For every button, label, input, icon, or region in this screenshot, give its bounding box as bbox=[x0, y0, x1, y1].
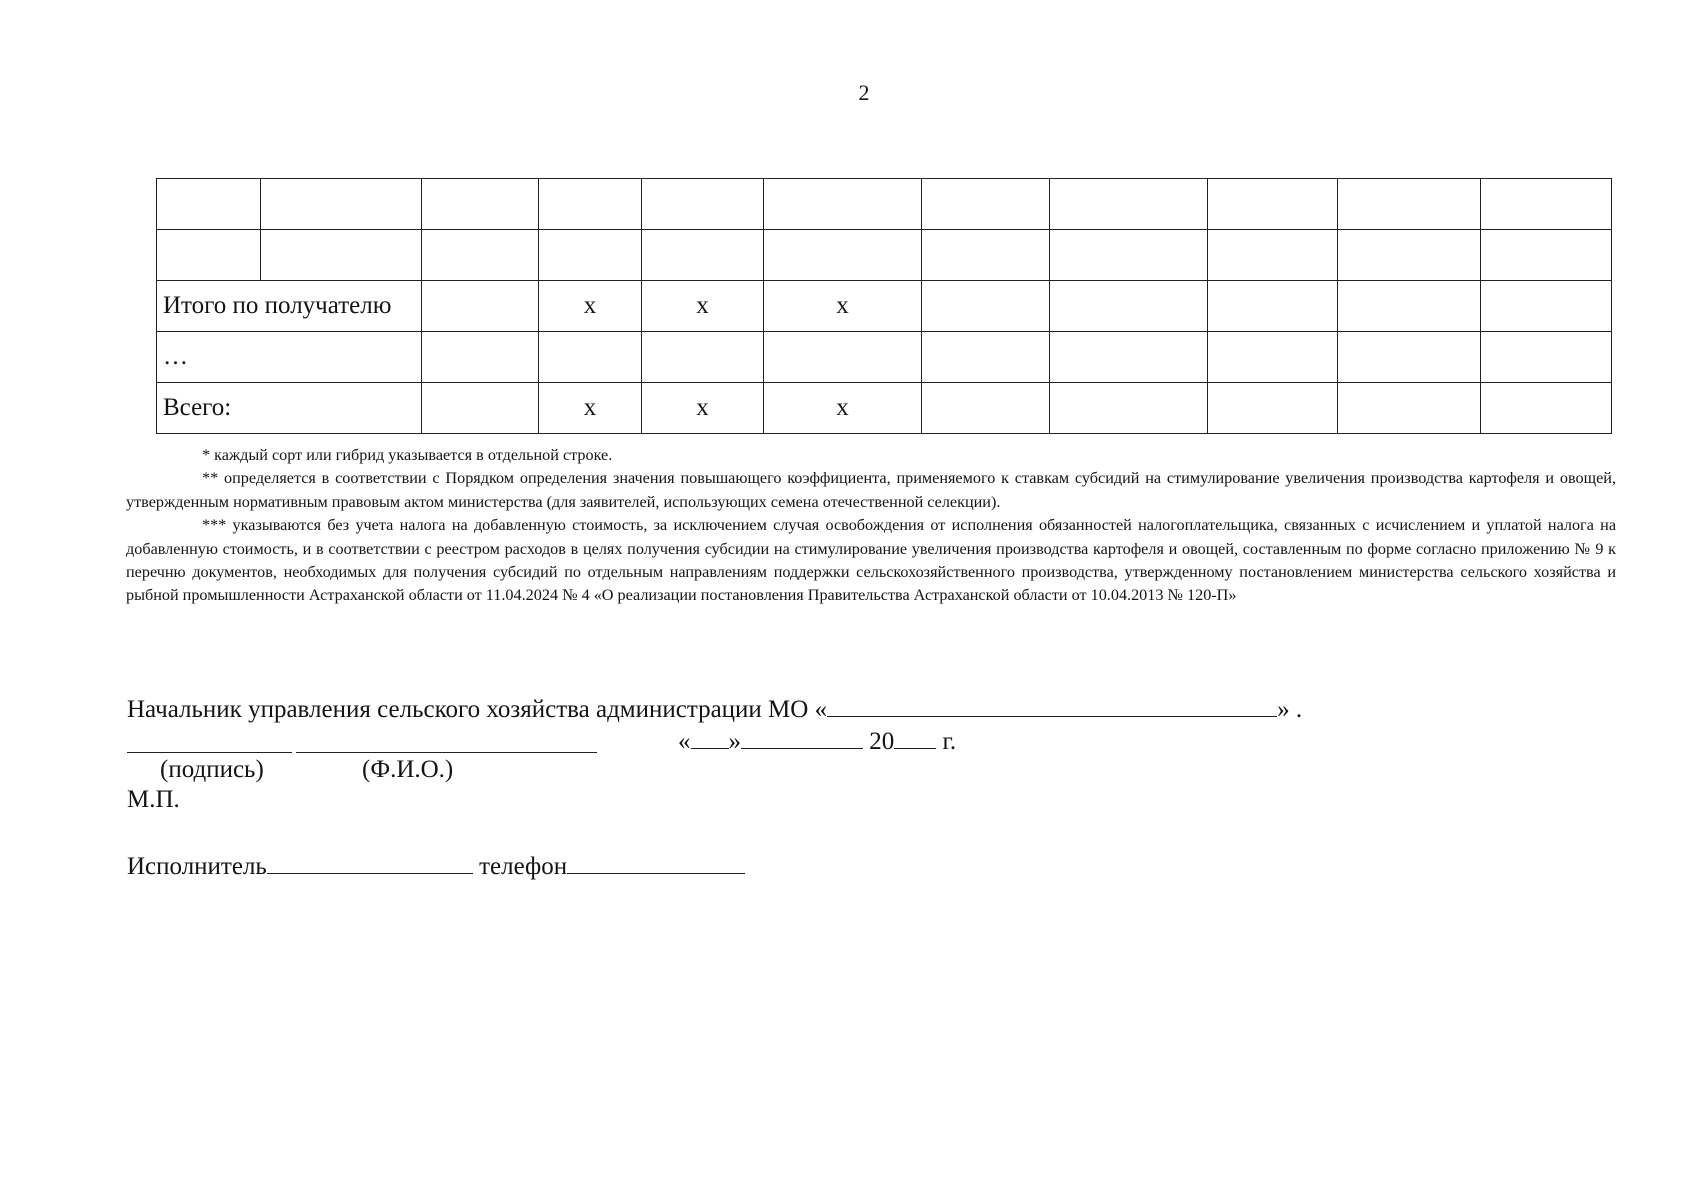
table-cell bbox=[157, 230, 261, 281]
table-cell bbox=[642, 230, 764, 281]
table-cell bbox=[422, 179, 539, 230]
table-cell bbox=[764, 179, 922, 230]
subsidy-table bbox=[156, 178, 1612, 434]
table-cell bbox=[1481, 281, 1612, 332]
table-cell bbox=[1481, 179, 1612, 230]
table-cell bbox=[1208, 383, 1338, 434]
footnotes bbox=[126, 444, 1616, 608]
table-cell bbox=[1208, 230, 1338, 281]
recipient-total-row bbox=[157, 281, 1612, 332]
table-cell bbox=[1050, 332, 1208, 383]
signature-caption: (подпись) bbox=[160, 756, 264, 783]
day-blank[interactable] bbox=[691, 726, 729, 749]
signature-blank[interactable] bbox=[127, 752, 292, 753]
table-cell bbox=[1338, 383, 1481, 434]
table-cell bbox=[539, 179, 642, 230]
phone-label: телефон bbox=[479, 853, 568, 880]
grand-total-row bbox=[157, 383, 1612, 434]
table-cell bbox=[764, 230, 922, 281]
table-cell bbox=[922, 179, 1050, 230]
table-cell bbox=[764, 332, 922, 383]
full-name-blank[interactable] bbox=[296, 752, 597, 753]
table-cell bbox=[539, 230, 642, 281]
footnote: ** определяется в соответствии с Порядком определения значения повышающего коэффициента, применяемого к ставкам субсидий на стимулирование увеличения производства картофеля и овощей, утвержденным нормативным правовым актом министерства (для заявителей, использующих семена отечественной селекции). bbox=[126, 469, 1616, 511]
month-blank[interactable] bbox=[741, 726, 863, 749]
table-cell bbox=[922, 230, 1050, 281]
executor-blank[interactable] bbox=[267, 851, 473, 874]
table-cell bbox=[1481, 332, 1612, 383]
table-cell bbox=[642, 332, 764, 383]
table-cell bbox=[422, 383, 539, 434]
table-cell bbox=[422, 332, 539, 383]
year-suffix: г. bbox=[942, 728, 957, 755]
table-cell bbox=[1050, 281, 1208, 332]
table-cell bbox=[1208, 281, 1338, 332]
date-close-quote: » bbox=[728, 728, 741, 755]
footnote: * каждый сорт или гибрид указывается в отдельной строке. bbox=[202, 446, 613, 464]
head-title-end: » . bbox=[1277, 696, 1303, 723]
not-applicable-mark: x bbox=[642, 281, 764, 332]
table-cell bbox=[1338, 179, 1481, 230]
date-open-quote: « bbox=[678, 728, 691, 755]
table-cell bbox=[422, 230, 539, 281]
not-applicable-mark: x bbox=[764, 383, 922, 434]
municipality-blank[interactable] bbox=[827, 694, 1277, 717]
table-cell bbox=[1338, 230, 1481, 281]
head-title: Начальник управления сельского хозяйства администрации МО « bbox=[127, 696, 828, 723]
table-cell bbox=[1050, 230, 1208, 281]
row-label: … bbox=[157, 332, 422, 383]
table-cell bbox=[922, 332, 1050, 383]
table-cell bbox=[642, 179, 764, 230]
table-cell bbox=[922, 383, 1050, 434]
row-label: Всего: bbox=[157, 383, 422, 434]
stamp-place: М.П. bbox=[127, 786, 180, 813]
table-row bbox=[157, 179, 1612, 230]
table-cell bbox=[422, 281, 539, 332]
table-cell bbox=[1338, 332, 1481, 383]
row-label: Итого по получателю bbox=[157, 281, 422, 332]
phone-blank[interactable] bbox=[567, 851, 745, 874]
table-cell bbox=[539, 332, 642, 383]
page-number: 2 bbox=[858, 80, 870, 105]
head-signature-line bbox=[127, 694, 1302, 724]
ellipsis-row bbox=[157, 332, 1612, 383]
table-cell bbox=[1481, 383, 1612, 434]
footnote: *** указываются без учета налога на добавленную стоимость, за исключением случая освобождения от исполнения обязанностей налогоплательщика, связанных с исчислением и уплатой налога на добавленную стоимость, и в соответствии с реестром расходов в целях получения субсидии на стимулирование увеличения производства картофеля и овощей, составленным по форме согласно приложению № 9 к перечню документов, необходимых для получения субсидий по отдельным направлениям поддержки сельскохозяйственного производства, утвержденному постановлением министерства сельского хозяйства и рыбной промышленности Астраханской области от 11.04.2024 № 4 «О реализации постановления Правительства Астраханской области от 10.04.2013 № 120-П» bbox=[126, 516, 1616, 605]
table-cell bbox=[261, 230, 422, 281]
table-cell bbox=[261, 179, 422, 230]
table-cell bbox=[1050, 179, 1208, 230]
table-cell bbox=[1050, 383, 1208, 434]
not-applicable-mark: x bbox=[764, 281, 922, 332]
table-cell bbox=[1338, 281, 1481, 332]
table-cell bbox=[922, 281, 1050, 332]
table-cell bbox=[1481, 230, 1612, 281]
not-applicable-mark: x bbox=[539, 281, 642, 332]
full-name-caption: (Ф.И.О.) bbox=[362, 756, 454, 783]
table-cell bbox=[1208, 179, 1338, 230]
executor-line bbox=[127, 851, 745, 881]
not-applicable-mark: x bbox=[642, 383, 764, 434]
table-cell bbox=[1208, 332, 1338, 383]
executor-label: Исполнитель bbox=[127, 853, 267, 880]
not-applicable-mark: x bbox=[539, 383, 642, 434]
year-blank[interactable] bbox=[894, 726, 936, 749]
table-row bbox=[157, 230, 1612, 281]
table-cell bbox=[157, 179, 261, 230]
year-prefix: 20 bbox=[869, 728, 895, 755]
date-line bbox=[678, 726, 956, 756]
